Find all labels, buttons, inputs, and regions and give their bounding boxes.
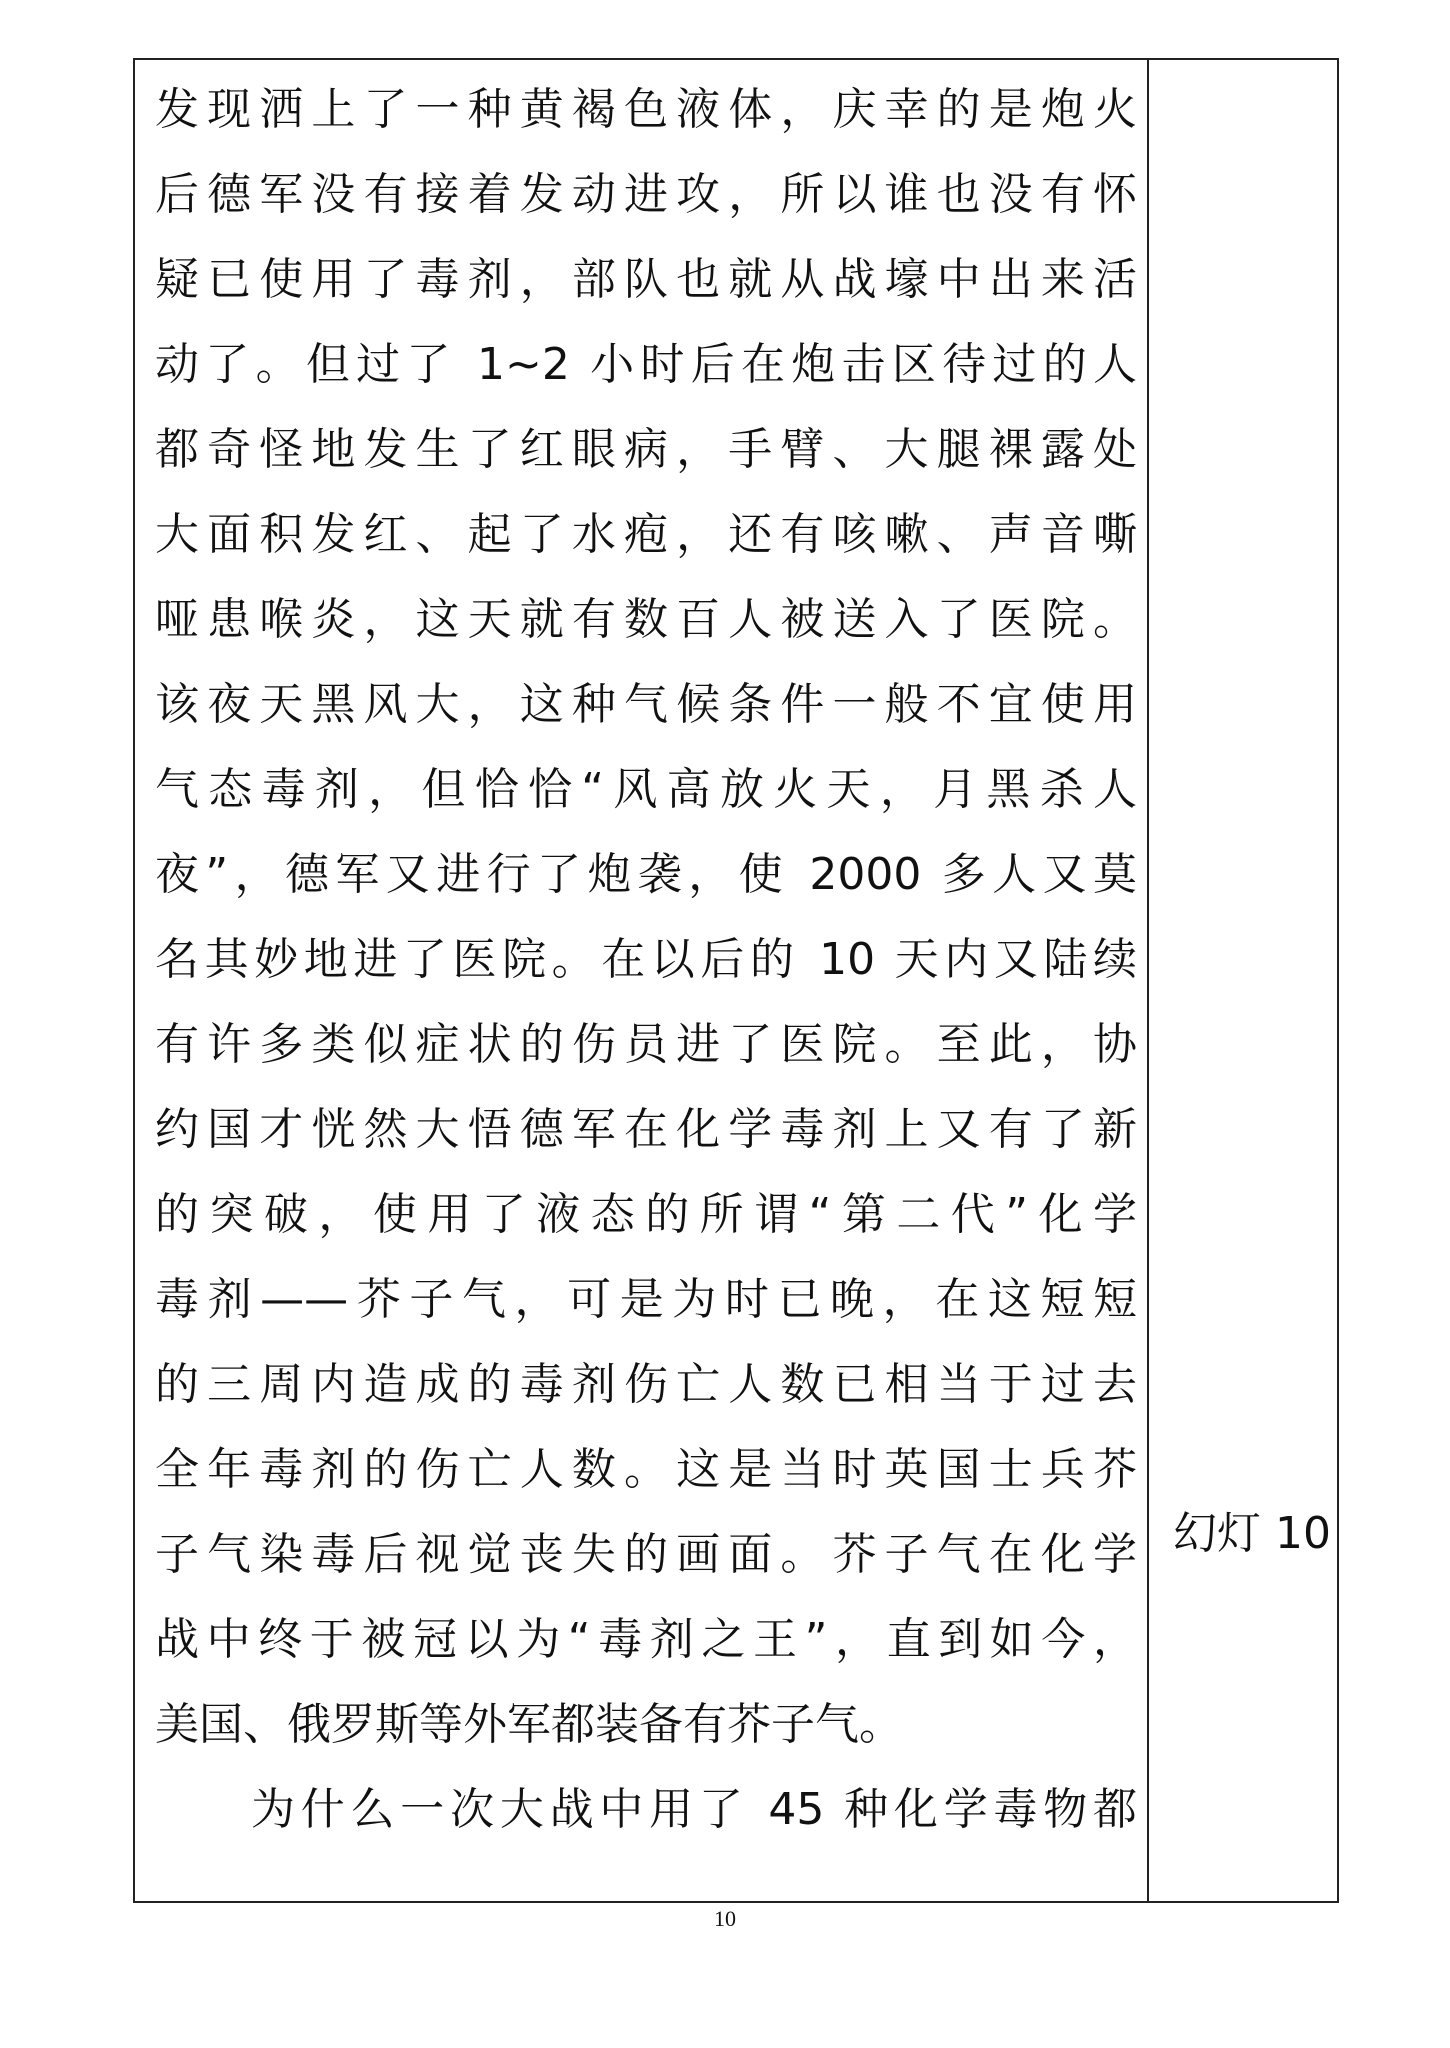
text-line: 大面积发红、起了水疱，还有咳嗽、声音嘶: [155, 509, 1137, 560]
text-line: 夜”，德军又进行了炮袭，使 2000 多人又莫: [155, 849, 1137, 900]
text-line: 哑患喉炎，这天就有数百人被送入了医院。: [155, 594, 1137, 645]
content-table: [133, 58, 1339, 1903]
slide-note-cell: [1149, 60, 1337, 1901]
slide-label: 幻灯 10: [1173, 1508, 1331, 1559]
text-line: 该夜天黑风大，这种气候条件一般不宜使用: [155, 679, 1137, 730]
text-line: 后德军没有接着发动进攻，所以谁也没有怀: [155, 169, 1137, 220]
text-line: 子气染毒后视觉丧失的画面。芥子气在化学: [155, 1529, 1137, 1580]
text-line: 为什么一次大战中用了 45 种化学毒物都: [251, 1784, 1137, 1835]
text-line: 有许多类似症状的伤员进了医院。至此，协: [155, 1019, 1137, 1070]
text-line: 战中终于被冠以为“毒剂之王”，直到如今，: [155, 1614, 1137, 1665]
text-line: 的三周内造成的毒剂伤亡人数已相当于过去: [155, 1359, 1137, 1410]
text-line: 动了。但过了 1~2 小时后在炮击区待过的人: [155, 339, 1137, 390]
text-line: 名其妙地进了医院。在以后的 10 天内又陆续: [155, 934, 1137, 985]
text-line: 美国、俄罗斯等外军都装备有芥子气。: [155, 1699, 903, 1750]
text-line: 疑已使用了毒剂，部队也就从战壕中出来活: [155, 254, 1137, 305]
text-line: 发现洒上了一种黄褐色液体，庆幸的是炮火: [155, 84, 1137, 135]
main-text-cell: [135, 60, 1149, 1901]
page-number: 10: [714, 1906, 736, 1931]
text-line: 都奇怪地发生了红眼病，手臂、大腿裸露处: [155, 424, 1137, 475]
text-line: 的突破，使用了液态的所谓“第二代”化学: [155, 1189, 1137, 1240]
text-line: 约国才恍然大悟德军在化学毒剂上又有了新: [155, 1104, 1137, 1155]
text-line: 气态毒剂，但恰恰“风高放火天，月黑杀人: [155, 764, 1137, 815]
text-line: 毒剂——芥子气，可是为时已晚，在这短短: [155, 1274, 1137, 1325]
text-line: 全年毒剂的伤亡人数。这是当时英国士兵芥: [155, 1444, 1137, 1495]
